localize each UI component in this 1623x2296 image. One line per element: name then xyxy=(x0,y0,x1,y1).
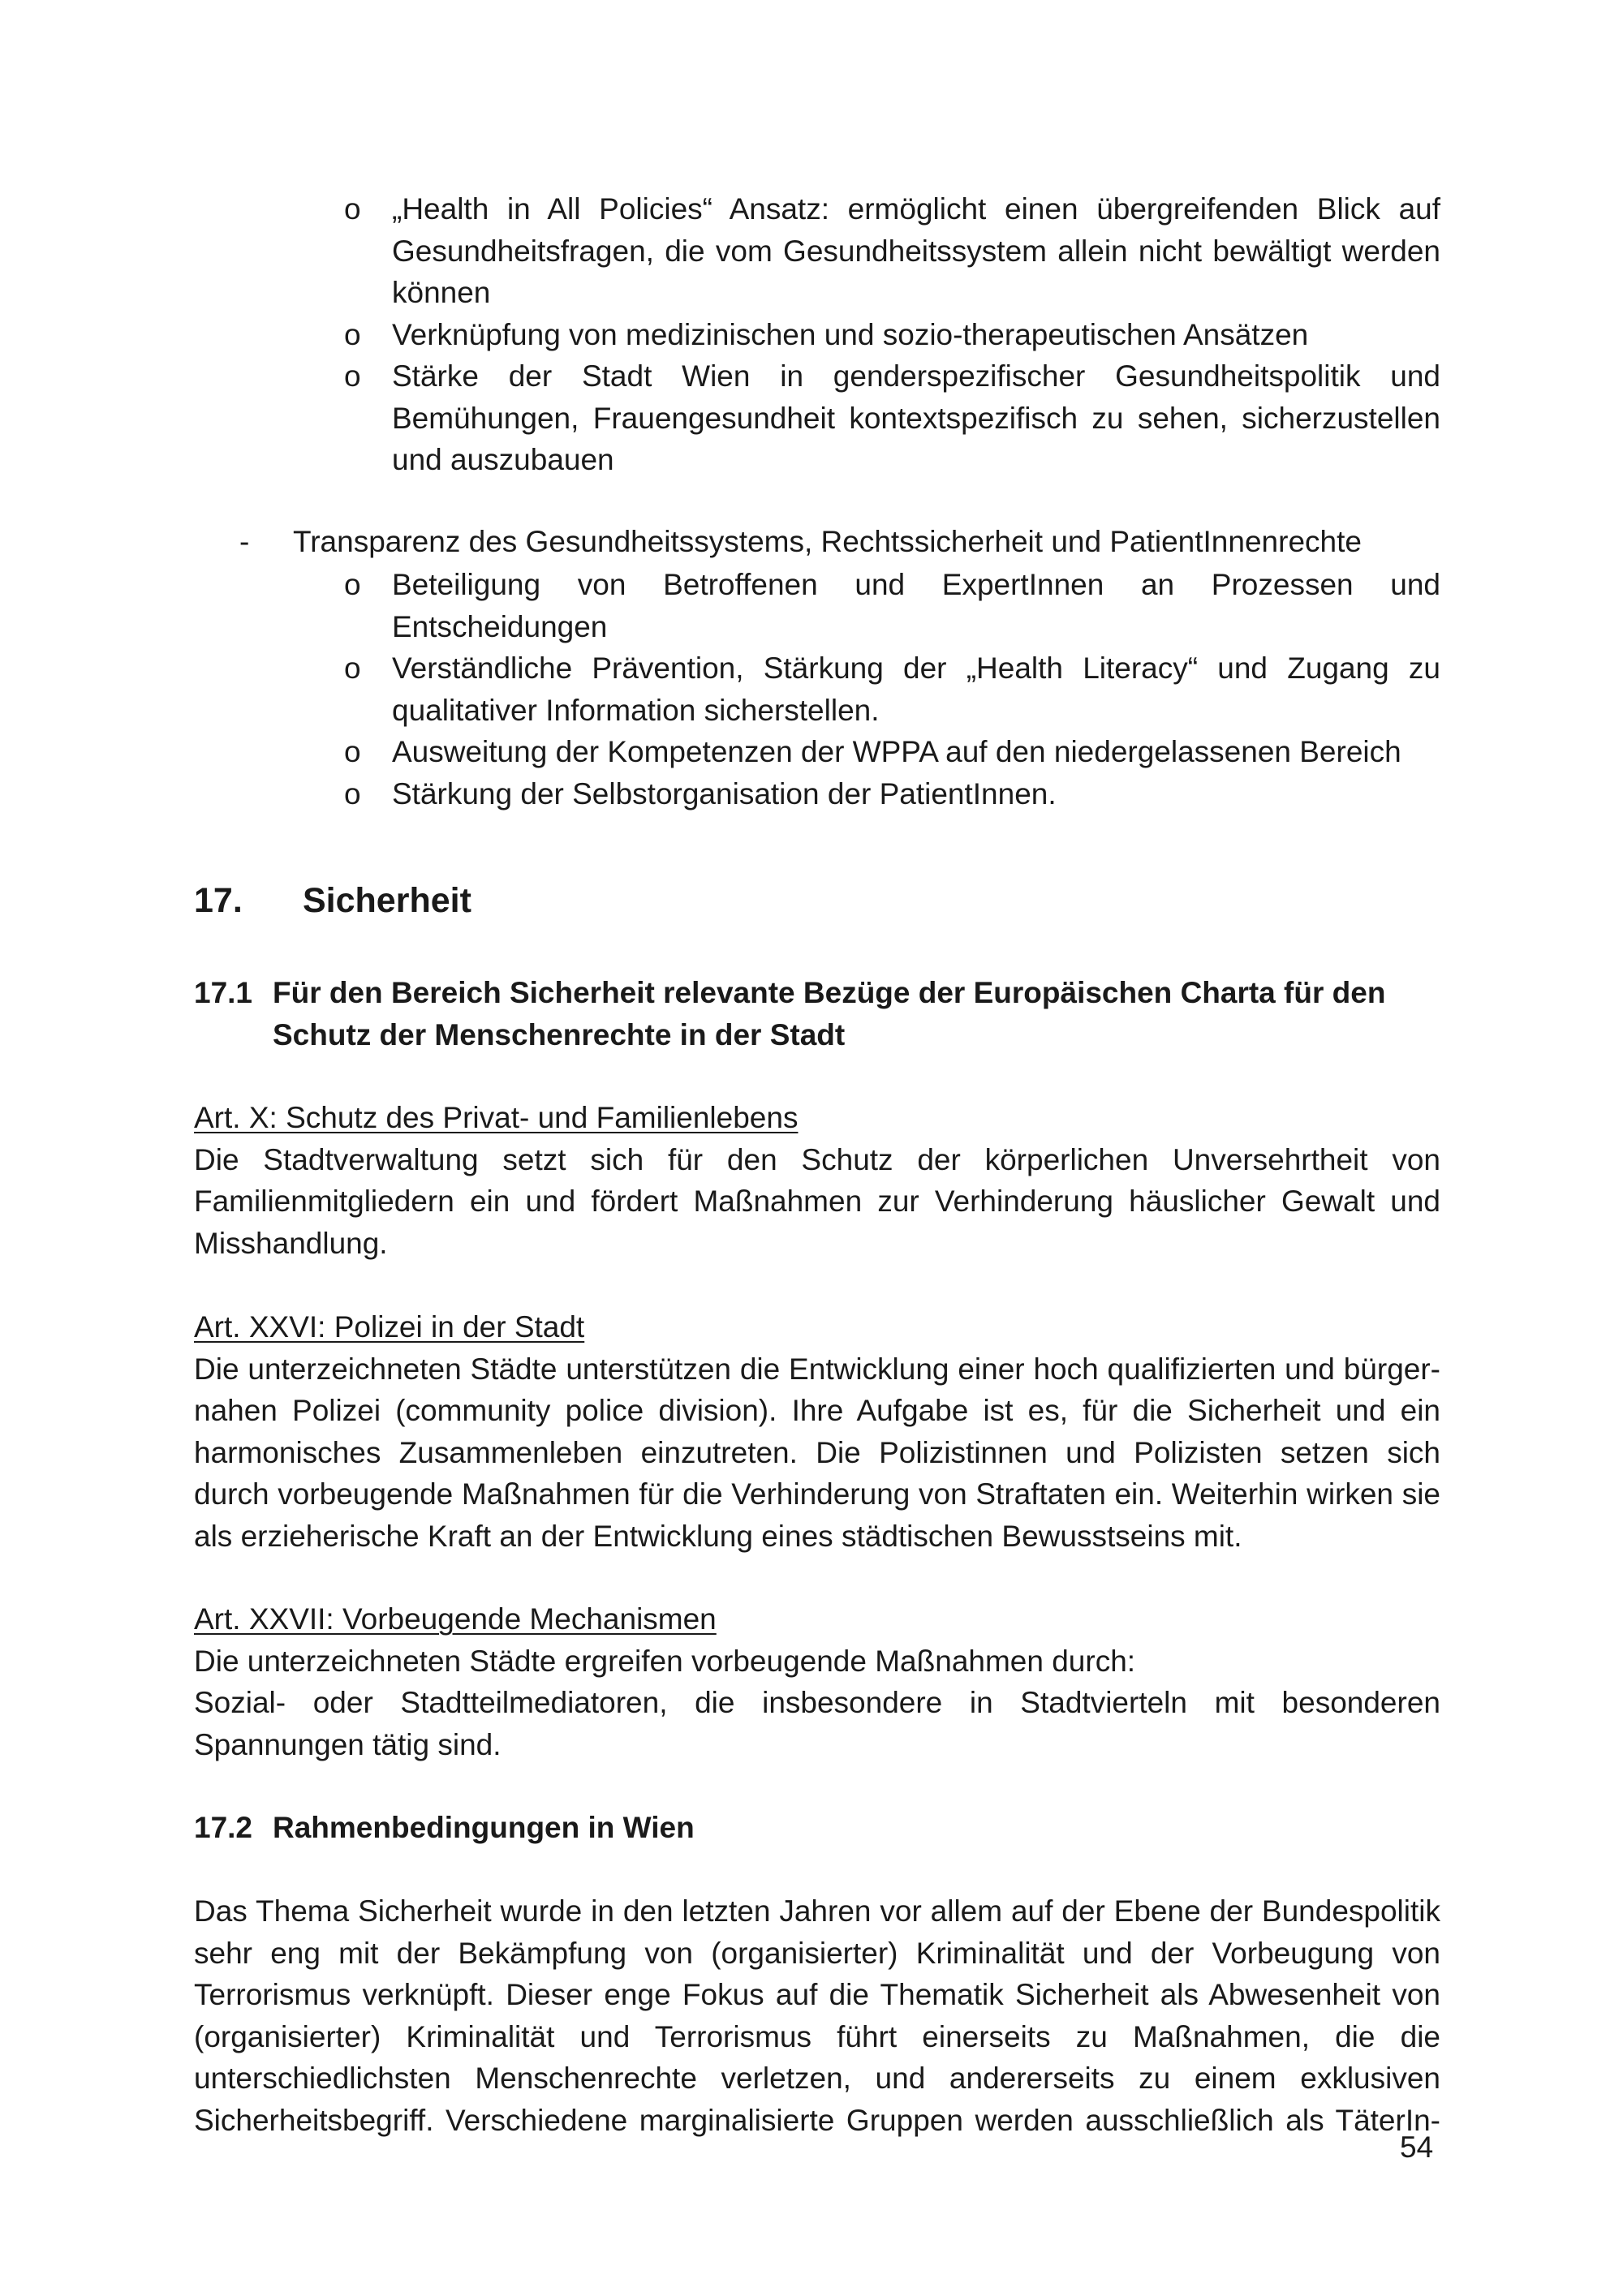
article-heading: Art. X: Schutz des Privat- und Familienlebens xyxy=(194,1101,799,1134)
article-text: Die unterzeichneten Städte unterstützen die Entwicklung einer hoch qualifizierten und bürger-nahen Polizei (community police division). Ihre Aufgabe ist es, für die Sicherheit und ein harmonisches Zusammenleben einzutreten. Die Polizistinnen und Polizisten setzen sich durch vorbeugende Maßnahmen für die Verhinderung von Straftaten ein. Weiterhin wirken sie als erzieherische Kraft an der Entwicklung eines städtischen Bewusstseins mit. xyxy=(194,1352,1440,1553)
list-item-text: Verständliche Prävention, Stärkung der „Health Literacy“ und Zugang zu qualitativer Information sicherstellen. xyxy=(392,651,1440,727)
article-heading: Art. XXVII: Vorbeugende Mechanismen xyxy=(194,1602,717,1636)
section-number: 17.1 xyxy=(194,976,253,1009)
article-xxvi xyxy=(194,1306,1440,1557)
bullet-dash: - xyxy=(239,525,250,558)
section-heading-17-1 xyxy=(194,972,1440,1056)
list-item xyxy=(344,773,1440,815)
bullet-circle: o xyxy=(344,192,361,226)
list-item xyxy=(344,355,1440,481)
section-title: Sicherheit xyxy=(303,881,471,920)
bullet-circle: o xyxy=(344,359,361,393)
article-heading: Art. XXVI: Polizei in der Stadt xyxy=(194,1310,585,1344)
bullet-circle: o xyxy=(344,651,361,685)
list-item xyxy=(344,731,1440,773)
bullet-circle: o xyxy=(344,735,361,768)
bullet-circle: o xyxy=(344,776,361,810)
list-item xyxy=(344,314,1440,356)
article-x xyxy=(194,1097,1440,1264)
page-number: 54 xyxy=(1400,2130,1434,2164)
paragraph-17-2: Das Thema Sicherheit wurde in den letzten Jahren vor allem auf der Ebene der Bundespolitik sehr eng mit der Bekämpfung von (organisierter) Kriminalität und der Vorbeugung von Terrorismus verknüpft. Dieser enge Fokus auf die Thematik Sicherheit als Abwesenheit von (organisierter) Kriminalität und Terrorismus führt einerseits zu Maßnahmen, die die unterschiedlichsten Menschenrechte verletzen, und andererseits zu einem exklusiven Sicherheitsbegriff. Verschiedene marginalisierte Gruppen werden ausschließlich als TäterIn- xyxy=(194,1894,1440,2137)
list-item-text: Verknüpfung von medizinischen und sozio-therapeutischen Ansätzen xyxy=(392,317,1309,351)
section-number: 17.2 xyxy=(194,1811,253,1844)
section-title: Für den Bereich Sicherheit relevante Bezüge der Europäischen Charta für den Schutz der Menschenrechte in der Stadt xyxy=(273,976,1386,1051)
list-item-text: Stärkung der Selbstorganisation der PatientInnen. xyxy=(392,776,1057,810)
list-item-text: Beteiligung von Betroffenen und ExpertInnen an Prozessen und Entscheidungen xyxy=(392,568,1440,643)
list-item xyxy=(344,188,1440,314)
section-title: Rahmenbedingungen in Wien xyxy=(273,1811,695,1844)
article-xxvii xyxy=(194,1598,1440,1765)
list-item xyxy=(344,647,1440,731)
section-number: 17. xyxy=(194,881,243,920)
list-item-text: „Health in All Policies“ Ansatz: ermöglicht einen übergreifenden Blick auf Gesundheitsfragen, die vom Gesundheitssystem allein nicht bewältigt werden können xyxy=(392,192,1440,309)
bullet-circle: o xyxy=(344,317,361,351)
sub-list-transparency xyxy=(344,564,1440,815)
sub-list-health xyxy=(344,188,1440,481)
bullet-circle: o xyxy=(344,568,361,601)
list-item-text: Ausweitung der Kompetenzen der WPPA auf den niedergelassenen Bereich xyxy=(392,735,1401,768)
article-text: Sozial- oder Stadtteilmediatoren, die insbesondere in Stadtvierteln mit besonderen Spannungen tätig sind. xyxy=(194,1686,1440,1761)
list-item-text: Stärke der Stadt Wien in genderspezifischer Gesundheitspolitik und Bemühungen, Frauengesundheit kontextspezifisch zu sehen, sicherzustellen und auszubauen xyxy=(392,359,1440,476)
article-text-line: Die unterzeichneten Städte ergreifen vorbeugende Maßnahmen durch: xyxy=(194,1644,1136,1678)
section-heading-17-2 xyxy=(194,1807,1440,1849)
dash-item-text: Transparenz des Gesundheitssystems, Rechtssicherheit und PatientInnenrechte xyxy=(293,525,1362,558)
article-text: Die Stadtverwaltung setzt sich für den Schutz der körperlichen Unversehrtheit von Familienmitgliedern ein und fördert Maßnahmen zur Verhinderung häuslicher Gewalt und Misshandlung. xyxy=(194,1142,1440,1260)
list-item xyxy=(344,564,1440,647)
